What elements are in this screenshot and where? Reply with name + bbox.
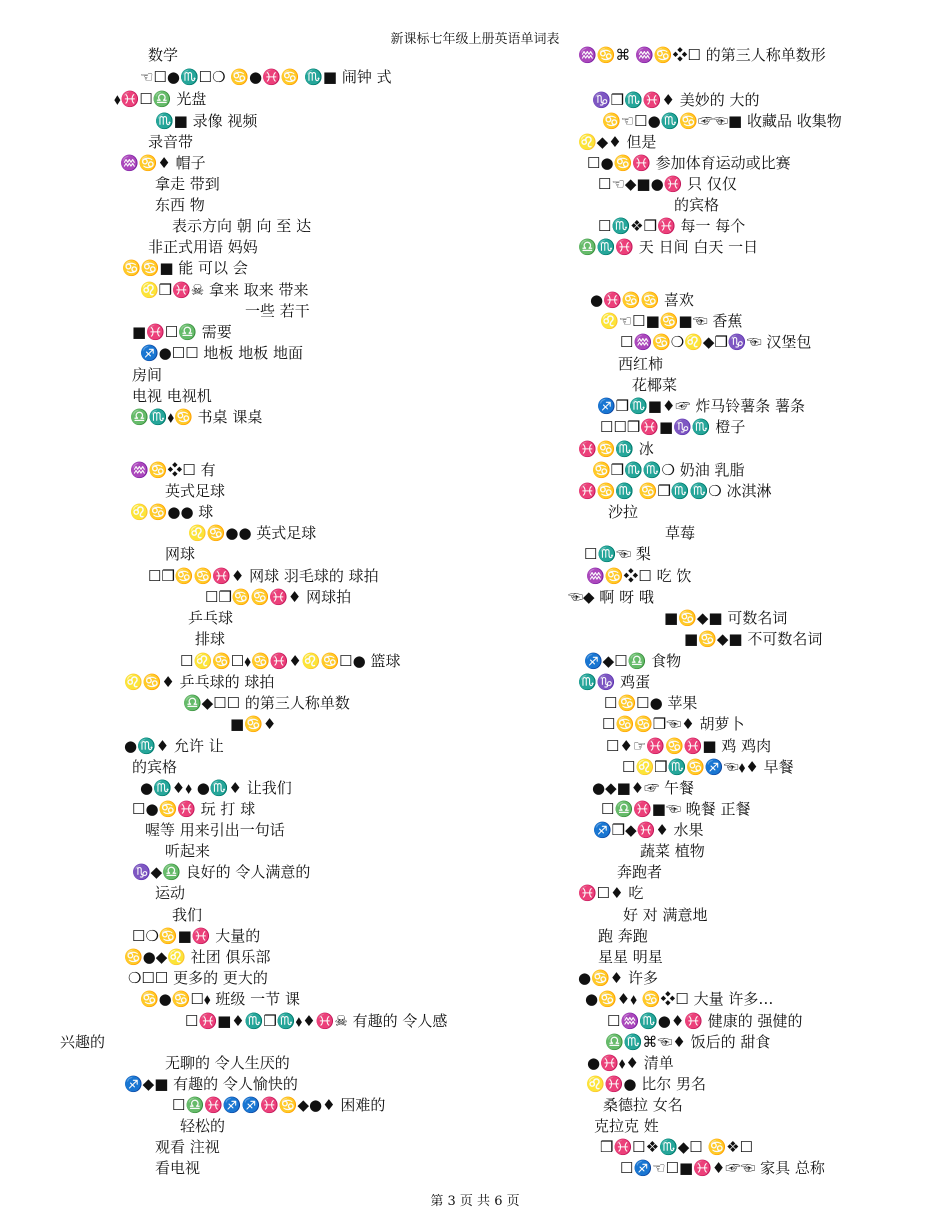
left-entry: 看电视 (155, 1159, 201, 1177)
right-entry: ♋☜☐●♏♋☞☜■ 收藏品 收集物 (602, 112, 842, 130)
right-entry: 星星 明星 (598, 948, 663, 966)
left-entry: 电视 电视机 (132, 387, 212, 405)
right-entry: ☐☜◆■●♓ 只 仅仅 (598, 175, 737, 193)
left-entry: ♐◆■ 有趣的 令人愉快的 (124, 1075, 298, 1093)
right-entry: ♓♋♏ 冰 (578, 440, 654, 458)
page-header: 新课标七年级上册英语单词表 (390, 32, 560, 47)
left-entry: ☐♎♓♐♐♓♋◆●♦ 困难的 (172, 1096, 386, 1114)
right-entry: ☐♦☞♓♋♓■ 鸡 鸡肉 (606, 737, 772, 755)
right-entry: ♎♏♓ 天 日间 白天 一日 (578, 238, 759, 256)
left-entry: ■♓☐♎ 需要 (132, 323, 232, 341)
left-entry: ●♏♦ 允许 让 (124, 737, 224, 755)
right-entry: ☐♋☐● 苹果 (604, 694, 698, 712)
left-entry: ♋●♋☐⬧ 班级 一节 课 (140, 990, 300, 1008)
right-entry: ●♓⬧♦ 清单 (587, 1054, 674, 1072)
right-entry: ♒♋❖☐ 吃 饮 (586, 567, 692, 585)
left-entry: 兴趣的 (60, 1033, 106, 1051)
right-entry: ♋❒♏♏❍ 奶油 乳脂 (592, 461, 745, 479)
left-entry: ♏■ 录像 视频 (155, 112, 258, 130)
right-entry: ♓☐♦ 吃 (578, 884, 644, 902)
left-entry: ■♋♦ (230, 715, 277, 733)
right-entry: ☐♏☜ 梨 (584, 545, 651, 563)
right-entry: ☐♒♏●♦♓ 健康的 强健的 (607, 1012, 803, 1030)
left-entry: 非正式用语 妈妈 (148, 238, 258, 256)
left-entry: ●♏♦⬧ ●♏♦ 让我们 (140, 779, 292, 797)
right-entry: 跑 奔跑 (598, 927, 648, 945)
left-entry: ♑◆♎ 良好的 令人满意的 (132, 863, 311, 881)
left-entry: 房间 (132, 366, 163, 384)
right-entry: ♌◆♦ 但是 (578, 133, 657, 151)
right-entry: ☐●♋♓ 参加体育运动或比赛 (587, 154, 791, 172)
left-entry: ♒♋❖☐ 有 (130, 461, 216, 479)
left-entry: ☐♌♋☐⬧♋♓♦♌♋☐● 篮球 (180, 652, 401, 670)
right-entry: ♌☜☐■♋■☜ 香蕉 (600, 312, 743, 330)
left-entry: ☐●♋♓ 玩 打 球 (132, 800, 256, 818)
right-entry: ●♋♦ 许多 (578, 969, 658, 987)
right-entry: 桑德拉 女名 (603, 1096, 683, 1114)
right-entry: 花椰菜 (632, 376, 678, 394)
left-entry: 观看 注视 (155, 1138, 220, 1156)
right-entry: 好 对 满意地 (623, 906, 708, 924)
left-entry: 网球 (165, 545, 196, 563)
right-entry: ♏♑ 鸡蛋 (578, 673, 651, 691)
left-entry: 英式足球 (165, 482, 226, 500)
left-entry: ♌♋●● 球 (130, 503, 214, 521)
left-entry: ♎◆☐☐ 的第三人称单数 (183, 694, 350, 712)
left-entry: ♎♏⬧♋ 书桌 课桌 (130, 408, 263, 426)
left-entry: 东西 物 (155, 196, 205, 214)
right-entry: 沙拉 (608, 503, 639, 521)
left-entry: 我们 (172, 906, 203, 924)
right-entry: ☐☐❒♓■♑♏ 橙子 (600, 418, 746, 436)
right-entry: ♎♏⌘☜♦ 饭后的 甜食 (605, 1033, 771, 1051)
right-entry: 奔跑者 (617, 863, 663, 881)
right-entry: 西红柿 (618, 355, 664, 373)
right-entry: ■♋◆■ 可数名词 (664, 609, 788, 627)
left-entry: 排球 (195, 630, 226, 648)
left-entry: ☐❍♋■♓ 大量的 (132, 927, 261, 945)
right-entry: ☐♒♋❍♌◆❒♑☜ 汉堡包 (620, 333, 812, 351)
left-entry: 录音带 (148, 133, 194, 151)
right-entry: ●♋♦⬧ ♋❖☐ 大量 许多… (585, 990, 774, 1008)
left-entry: ♋♋■ 能 可以 会 (122, 259, 248, 277)
right-entry: 草莓 (665, 524, 696, 542)
right-entry: ●♓♋♋ 喜欢 (590, 291, 694, 309)
right-entry: ☐♏❖❒♓ 每一 每个 (598, 217, 746, 235)
right-entry: ♓♋♏ ♋❒♏♏❍ 冰淇淋 (578, 482, 772, 500)
left-entry: 表示方向 朝 向 至 达 (172, 217, 312, 235)
left-entry: 听起来 (165, 842, 211, 860)
left-entry: ☐❒♋♋♓♦ 网球拍 (205, 588, 352, 606)
left-entry: ♌❒♓☠ 拿来 取来 带来 (140, 281, 309, 299)
right-entry: ♐❒◆♓♦ 水果 (593, 821, 704, 839)
left-entry: 一些 若干 (245, 302, 310, 320)
right-entry: ♌♓● 比尔 男名 (586, 1075, 706, 1093)
left-entry: 轻松的 (180, 1117, 226, 1135)
right-entry: ☐♋♋❒☜♦ 胡萝卜 (602, 715, 745, 733)
left-entry: 无聊的 令人生厌的 (165, 1054, 290, 1072)
left-entry: 乒乓球 (188, 609, 234, 627)
left-entry: ♋●◆♌ 社团 俱乐部 (124, 948, 271, 966)
left-entry: ♐●☐☐ 地板 地板 地面 (140, 344, 303, 362)
right-entry: ♐❒♏■♦☞ 炸马铃薯条 薯条 (597, 397, 805, 415)
left-entry: ☐❒♋♋♓♦ 网球 羽毛球的 球拍 (148, 567, 379, 585)
right-entry: ☐♌❒♏♋♐☜⬧♦ 早餐 (622, 758, 794, 776)
left-entry: 拿走 带到 (155, 175, 220, 193)
right-entry: 的宾格 (674, 196, 720, 214)
right-entry: ♒♋⌘ ♒♋❖☐ 的第三人称单数形 (578, 46, 826, 64)
right-entry: 蔬菜 植物 (640, 842, 705, 860)
left-entry: 运动 (155, 884, 186, 902)
right-entry: ☜◆ 啊 呀 哦 (568, 588, 654, 606)
right-entry: ♑❒♏♓♦ 美妙的 大的 (592, 91, 760, 109)
left-entry: 的宾格 (132, 758, 178, 776)
left-entry: ☜☐●♏☐❍ ♋●♓♋ ♏■ 闹钟 式 (140, 68, 392, 86)
right-entry: 克拉克 姓 (594, 1117, 659, 1135)
left-entry: 数学 (148, 46, 179, 64)
left-entry: ❍☐☐ 更多的 更大的 (128, 969, 268, 987)
right-entry: ❒♓☐❖♏◆☐ ♋❖☐ (600, 1138, 754, 1156)
right-entry: ♐◆☐♎ 食物 (584, 652, 682, 670)
left-entry: ♒♋♦ 帽子 (120, 154, 206, 172)
left-entry: ⬧♓☐♎ 光盘 (114, 90, 207, 108)
page-footer: 第 3 页 共 6 页 (430, 1194, 520, 1209)
right-entry: ●◆■♦☞ 午餐 (592, 779, 695, 797)
left-entry: ☐♓■♦♏❒♏⬧♦♓☠ 有趣的 令人感 (185, 1012, 448, 1030)
right-entry: ☐♐☜☐■♓♦☞☜ 家具 总称 (620, 1159, 825, 1177)
left-entry: ♌♋♦ 乒乓球的 球拍 (124, 673, 275, 691)
left-entry: 喔等 用来引出一句话 (145, 821, 285, 839)
left-entry: ♌♋●● 英式足球 (188, 524, 317, 542)
right-entry: ■♋◆■ 不可数名词 (684, 630, 823, 648)
right-entry: ☐♎♓■☜ 晚餐 正餐 (601, 800, 751, 818)
